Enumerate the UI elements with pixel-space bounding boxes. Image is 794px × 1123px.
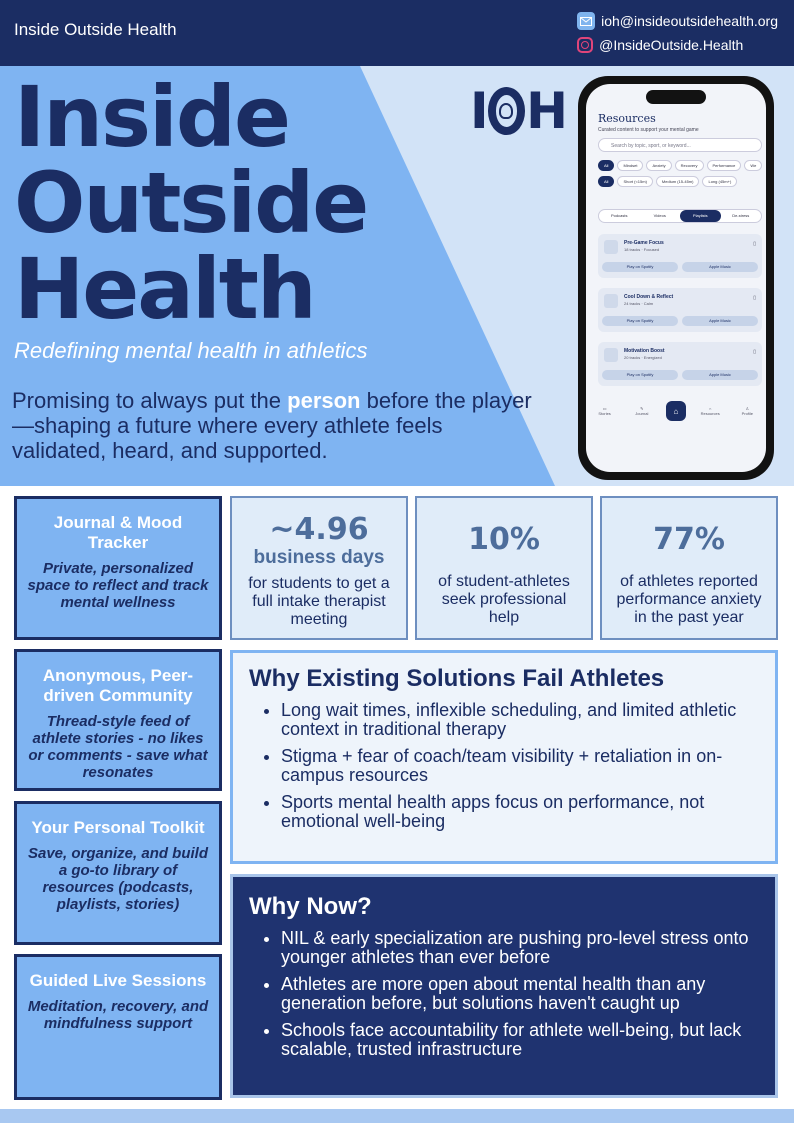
- nav-label: Profile: [741, 411, 754, 416]
- section-title: Why Existing Solutions Fail Athletes: [249, 665, 665, 692]
- feature-title: Anonymous, Peer-driven Community: [42, 666, 194, 705]
- email-row[interactable]: [577, 9, 778, 33]
- list-item: • NIL & early specialization are pushing pro-level stress onto younger athletes than ever before: [281, 929, 759, 967]
- section-title: Why Now?: [249, 893, 372, 920]
- chip[interactable]: We: [744, 160, 762, 171]
- chip[interactable]: Long (45m+): [702, 176, 737, 187]
- chip[interactable]: Short (<15m): [617, 176, 652, 187]
- chip[interactable]: Anxiety: [646, 160, 671, 171]
- hero-title-line: Outside: [14, 154, 368, 252]
- chip[interactable]: Performance: [707, 160, 742, 171]
- tab-podcasts[interactable]: Podcasts: [611, 213, 628, 218]
- spotify-button[interactable]: Play on Spotify: [602, 370, 678, 380]
- screen-search-input[interactable]: Search by topic, sport, or keyword...: [598, 138, 762, 152]
- stat-desc: of athletes reported performance anxiety in the past year: [616, 573, 762, 626]
- chip[interactable]: All: [598, 160, 614, 171]
- feature-desc: Thread-style feed of athlete stories - no likes or comments - save what resonates: [28, 713, 208, 781]
- hero-promise: [12, 388, 532, 463]
- stat-value: 77%: [653, 522, 725, 557]
- logo-head-icon: [488, 87, 526, 135]
- playlist-subtitle: 18 tracks · Focused: [624, 247, 660, 252]
- stat-value: 10%: [468, 522, 540, 557]
- phone-screen: [586, 84, 766, 472]
- feature-journal: [14, 496, 222, 640]
- stat-desc: for students to get a full intake therapist meeting: [248, 575, 390, 628]
- playlist-subtitle: 24 tracks · Calm: [624, 301, 654, 306]
- spotify-button[interactable]: Play on Spotify: [602, 262, 678, 272]
- stat-value: ~4.96: [269, 512, 369, 547]
- feature-toolkit: [14, 801, 222, 945]
- list-item: • Long wait times, inflexible scheduling, and limited athletic context in traditional therapy: [281, 701, 759, 739]
- promise-text: Promising to always put the: [12, 388, 288, 413]
- playlist-title: Motivation Boost: [624, 348, 665, 354]
- chip[interactable]: Recovery: [675, 160, 704, 171]
- stat-desc: of student-athletes seek professional help: [438, 573, 570, 626]
- headphones-icon: ∩: [708, 406, 712, 411]
- feature-desc: Private, personalized space to reflect and track mental wellness: [27, 560, 209, 611]
- stories-icon: ▭: [602, 406, 607, 411]
- apple-music-button[interactable]: Apple Music: [682, 262, 758, 272]
- tab-de-stress[interactable]: De-stress: [732, 213, 750, 218]
- feature-desc: Save, organize, and build a go-to library of resources (podcasts, playlists, stories): [27, 845, 209, 913]
- chip[interactable]: Mindset: [617, 160, 643, 171]
- home-icon[interactable]: ⌂: [666, 401, 686, 421]
- list-item: • Stigma + fear of coach/team visibility + retaliation in on-campus resources: [281, 747, 759, 785]
- apple-music-button[interactable]: Apple Music: [682, 316, 758, 326]
- playlist-card[interactable]: [598, 234, 762, 278]
- top-bar: [0, 0, 794, 66]
- chip[interactable]: All: [598, 176, 614, 187]
- hero-title-line: Health: [14, 240, 315, 338]
- bookmark-icon[interactable]: ▯: [753, 295, 756, 301]
- spotify-button[interactable]: Play on Spotify: [602, 316, 678, 326]
- feature-desc: Meditation, recovery, and mindfulness support: [27, 998, 209, 1032]
- nav-journal[interactable]: [629, 406, 655, 416]
- hero-title-line: Inside: [14, 68, 289, 166]
- feature-live-sessions: [14, 954, 222, 1100]
- stat-wait-time: [230, 496, 408, 640]
- bookmark-icon[interactable]: ▯: [753, 241, 756, 247]
- nav-label: Resources: [700, 411, 720, 416]
- user-icon: ♙: [745, 406, 750, 411]
- pencil-icon: ✎: [640, 406, 644, 411]
- mail-icon: [577, 12, 595, 30]
- instagram-row[interactable]: [577, 33, 778, 57]
- reasons-list: [249, 929, 759, 1059]
- playlist-icon: [604, 348, 618, 362]
- promise-highlight: person: [287, 388, 361, 413]
- tab-videos[interactable]: Videos: [653, 213, 666, 218]
- phone-mockup: [578, 76, 774, 480]
- filter-chips-length: [598, 176, 737, 187]
- stat-unit: business days: [253, 547, 385, 568]
- list-item: • Schools face accountability for athlete well-being, but lack scalable, trusted infrastructure: [281, 1021, 759, 1059]
- instagram-link[interactable]: @InsideOutside.Health: [599, 37, 744, 53]
- screen-title: Resources: [598, 112, 656, 125]
- brand-name: Inside Outside Health: [14, 20, 177, 39]
- playlist-subtitle: 20 tracks · Energized: [624, 355, 662, 360]
- instagram-icon: [577, 37, 593, 53]
- chip[interactable]: Medium (15-45m): [656, 176, 700, 187]
- bottom-strip: [0, 1109, 794, 1123]
- playlist-icon: [604, 240, 618, 254]
- playlist-card[interactable]: [598, 342, 762, 386]
- tab-playlists[interactable]: Playlists: [680, 210, 721, 222]
- feature-title: Guided Live Sessions: [29, 971, 207, 990]
- nav-label: Journal: [635, 411, 649, 416]
- stat-performance-anxiety: [600, 496, 778, 640]
- feature-community: [14, 649, 222, 791]
- screen-subtitle: Curated content to support your mental game: [598, 127, 699, 133]
- hero-title: [14, 68, 368, 338]
- stat-seek-help: [415, 496, 593, 640]
- playlist-title: Cool Down & Reflect: [624, 294, 674, 300]
- promise-text: before the player—shaping a future where every athlete feels validated, heard, and supported.: [12, 388, 532, 463]
- filter-chips-topics: [598, 160, 762, 171]
- list-item: • Sports mental health apps focus on performance, not emotional well-being: [281, 793, 759, 831]
- bottom-nav: [586, 396, 766, 426]
- phone-notch: [646, 90, 706, 104]
- logo-letter: I: [470, 82, 487, 140]
- nav-label: Stories: [598, 411, 611, 416]
- playlist-card[interactable]: [598, 288, 762, 332]
- nav-profile[interactable]: [734, 406, 760, 416]
- nav-resources[interactable]: [697, 406, 723, 416]
- playlist-icon: [604, 294, 618, 308]
- list-item: • Athletes are more open about mental health than any generation before, but solutions haven't caught up: [281, 975, 759, 1013]
- hero-tagline: Redefining mental health in athletics: [14, 338, 368, 363]
- apple-music-button[interactable]: Apple Music: [682, 370, 758, 380]
- feature-title: Your Personal Toolkit: [31, 818, 205, 837]
- hero-section: [0, 66, 794, 486]
- ioh-logo: [470, 84, 566, 138]
- nav-stories[interactable]: [592, 406, 618, 416]
- why-solutions-fail-section: [230, 650, 778, 864]
- logo-letter: H: [526, 82, 566, 140]
- contact-block: [577, 9, 778, 57]
- email-link[interactable]: ioh@insideoutsidehealth.org: [601, 13, 778, 29]
- why-now-section: [230, 874, 778, 1098]
- playlist-title: Pre-Game Focus: [624, 240, 664, 246]
- content-type-tabs: [598, 209, 762, 223]
- bookmark-icon[interactable]: ▯: [753, 349, 756, 355]
- feature-title: Journal & Mood Tracker: [53, 513, 183, 552]
- reasons-list: [249, 701, 759, 831]
